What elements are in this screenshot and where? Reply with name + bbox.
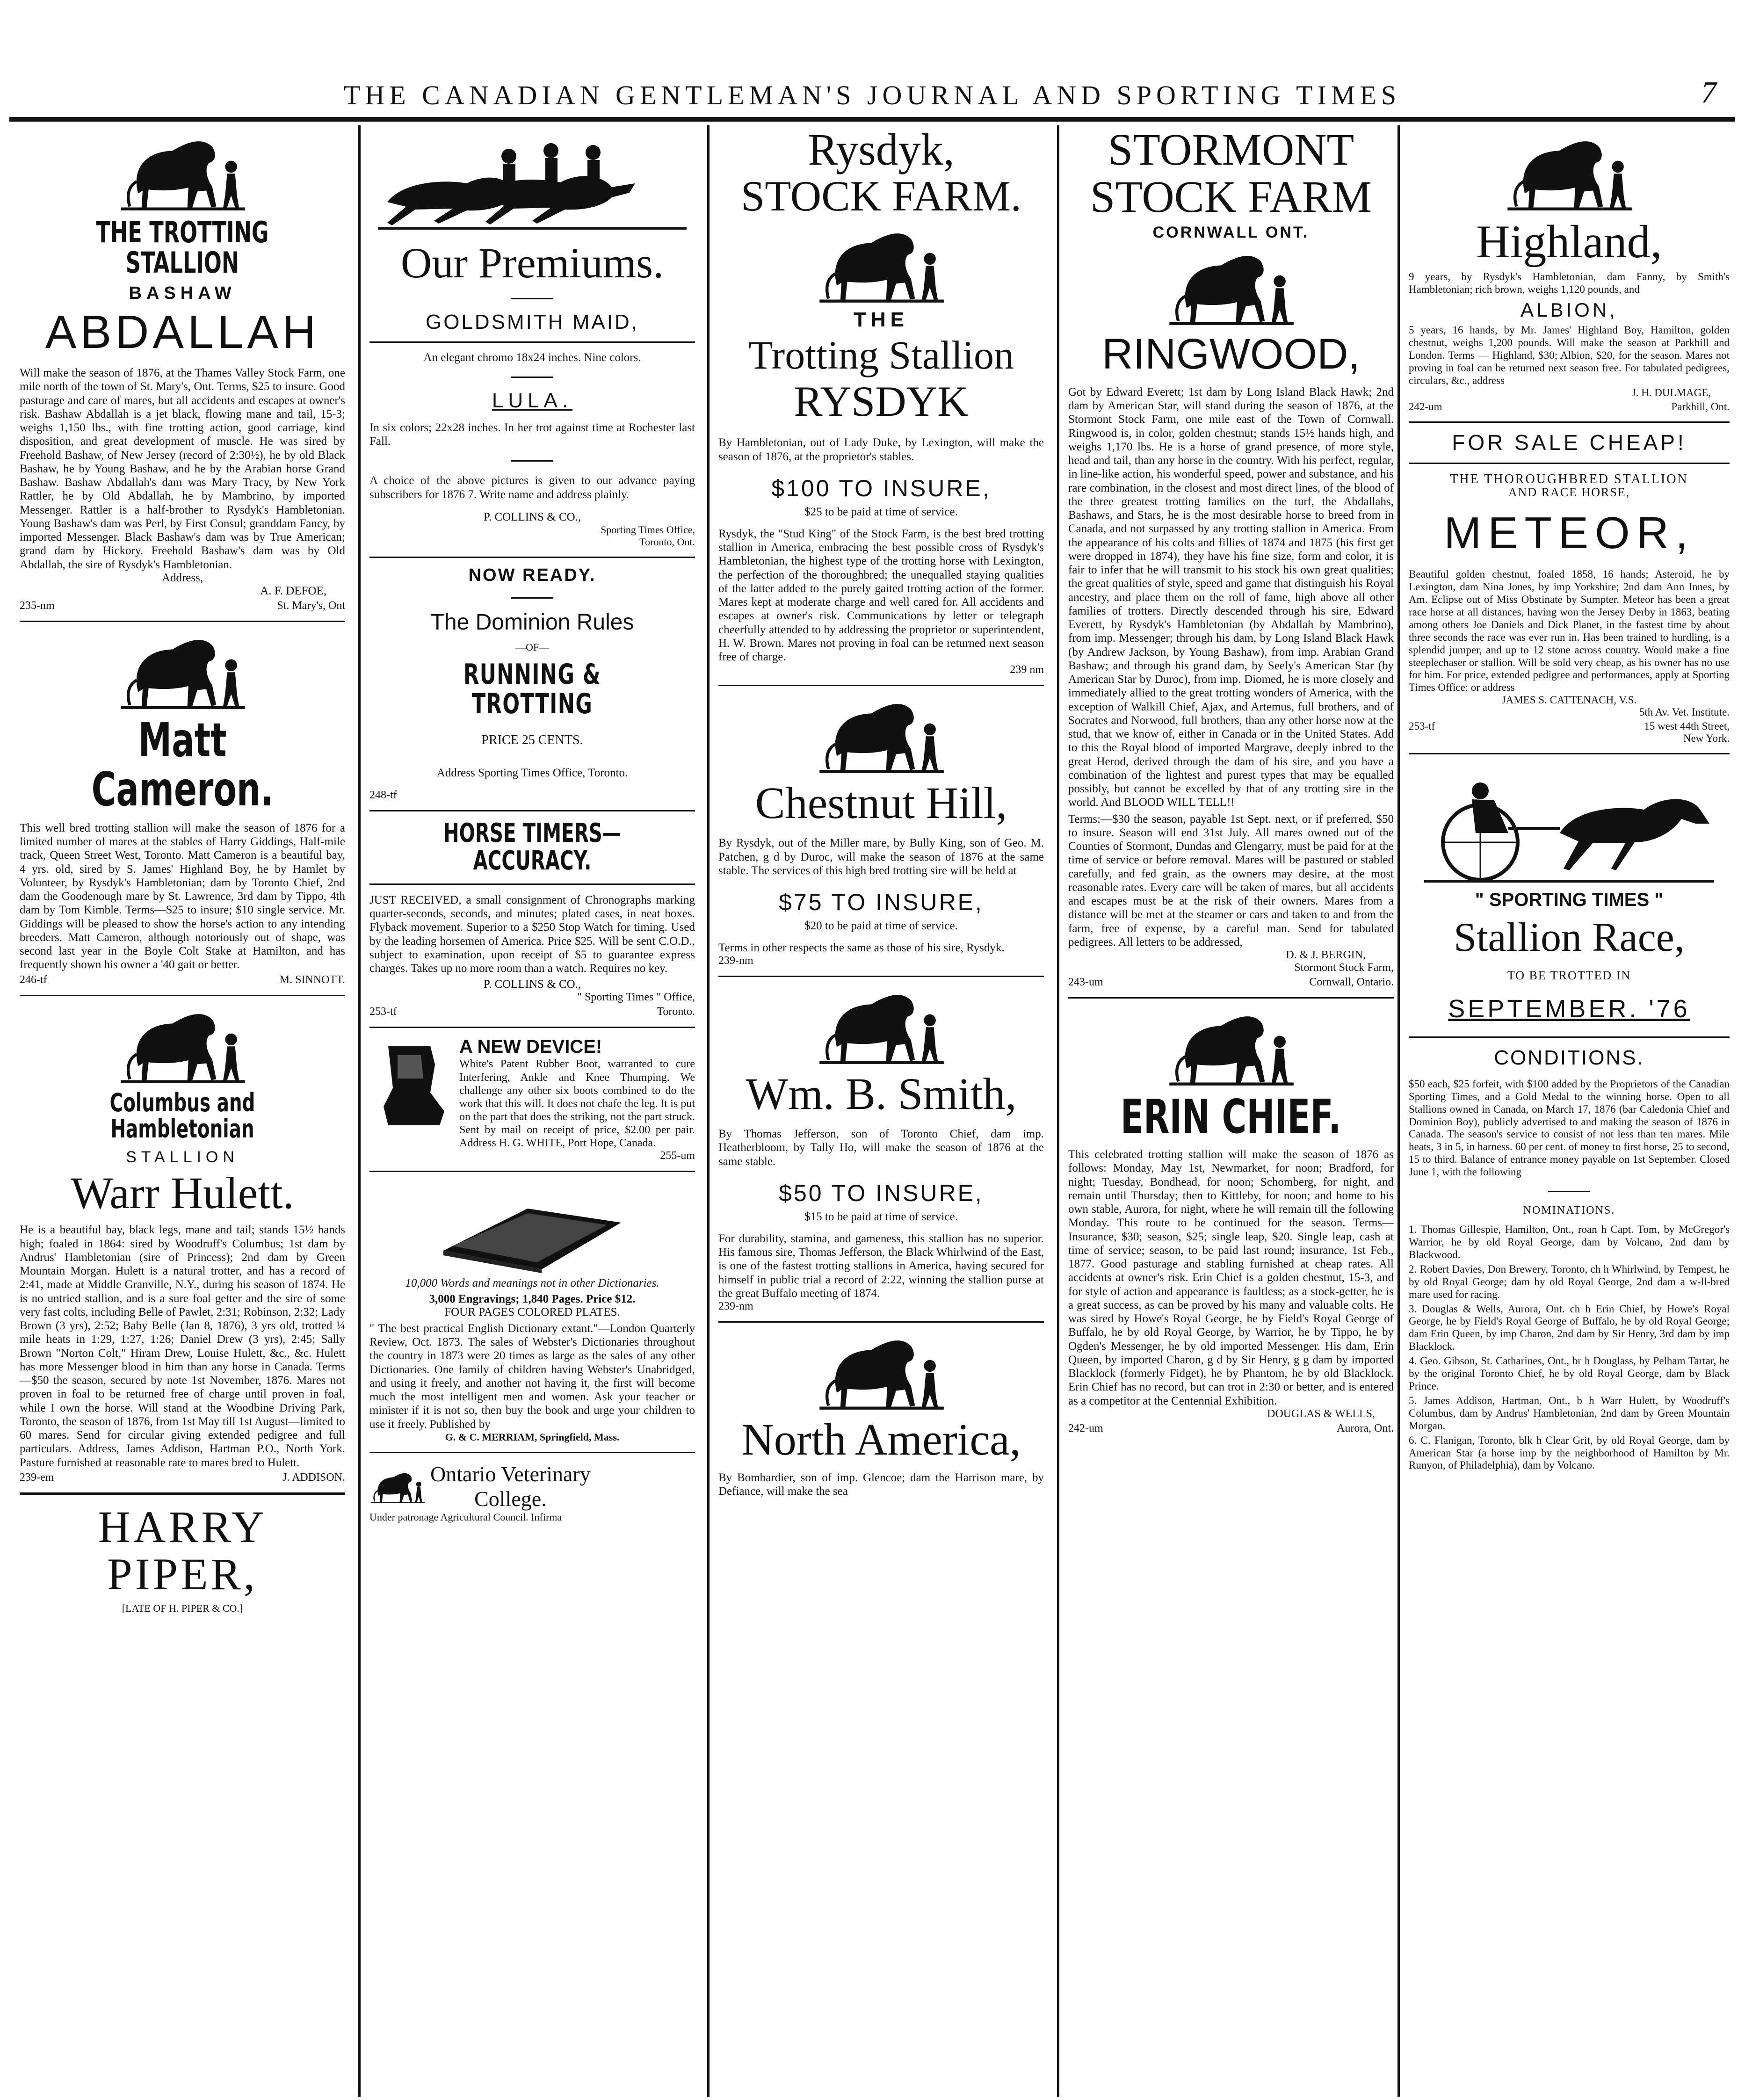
albion-body: 5 years, 16 hands, by Mr. James' Highland Boy, Hamilton, golden chestnut, weighs 1,200 pounds. Will make the season at Parkhill and London. Terms — Highland, $30; Albion, $20, for the season. Mares not proving in foal can be returned next season free. For tabulated pedigrees, circulars, &c., address	[1409, 324, 1730, 386]
smith-insure-sub: $15 to be paid at time of service.	[804, 1210, 958, 1223]
warr-body: He is a beautiful bay, black legs, mane and tail; stands 15½ hands high; foaled in 1864: sired by Woodruff's Columbus; 1st dam by Andrus' Hambletonian (sire of Princess); 2nd dam by Green Mountain Morgan. Hulett is a natural trotter, and has a record of 2:41, made at Middle Granville, N.Y., during his season of 1874. He is no untried stallion, and is a sure foal getter and the sire of some very fast colts, including Belle of Pawlet, 2:31; Robinson, 2:32; Lady Brown (3 yrs), 2:52; Baby Belle (Jan 8, 1876), 3 yrs old, trotted ¼ mile heats in 1:29, 1:27, 1:26; Daniel Drew (3 yrs), 2:45; Sally Brown "Norton Colt," Hiram Drew, Louise Hulett, &c., &c. Hulett has more Messenger blood in him than any horse in Canada. Terms—$50 the season, secured by note 1st November, 1876. Mares not proven in foal to be returned free of charge until proven in foal, while I own the horse. Will stand at the Woodbine Driving Park, Toronto, the season of 1876, from 1st May till 1st August—limited to 60 mares. Send for circular giving extended pedigree and full particulars. Address, James Addison, Hartman P.O., North York. Pasture furnished at reasonable rate to mares bred to Hulett.	[20, 1224, 345, 1469]
column-divider	[358, 125, 361, 2097]
rule	[511, 597, 553, 599]
webster-engravings: 3,000 Engravings; 1,840 Pages. Price $12.	[429, 1292, 636, 1305]
rule	[1409, 753, 1730, 754]
horse-small-icon	[369, 1468, 426, 1505]
rule	[20, 1492, 345, 1495]
highland-name: Highland,	[1476, 216, 1662, 268]
vet-title: Ontario Veterinary	[430, 1462, 591, 1486]
ringwood-body: Got by Edward Everett; 1st dam by Long Island Black Hawk; 2nd dam by American Star, will stand during the season of 1876, at the Stormont Stock Farm, one mile east of the Town of Cornwall. Ringwood is, in color, golden chestnut; stands 15½ hands high, and weighs 1,170 lbs. He is a horse of grand presence, of more style, head and tail, than any horse in the country. With his perfect, regular, in line-like action, his wonderful speed, power and substance, and his rare combination, in the closest and most direct lines, of the blood of the three greatest trotting families on the turf, the Abdallahs, Bashaws, and Stars, he is the most desirable horse to breed from in Canada, and not surpassed by any trotting stallion in America. From the appearance of his colts and fillies of 1874 and 1875 (his first get were dropped in 1874), they have his fine size, form and color, it is fair to infer that he will transmit to his stock his own great qualities; the great qualities of style, speed and game that distinguish his Royal ancestry, and place them on the roll of fame, high above all other families of trotters. Directly descended through his sire, Edward Everett, by Rysdyk's Hambletonian (by Abdallah by Mambrino), from imp. Messenger; through his dam, by Long Island Black Hawk (by Andrew Jackson, by Young Bashaw), from imp. Arabian Grand Bashaw; and through his grand dam, by Seely's American Star (by American Star by Duroc), from imp. Diomed, he is more closely and immediately allied to the great trotting wonders of America, with the exception of Walkill Chief, Ajax, and Artemus, full brothers, and of Socrates and Norwood, full brothers, than any other horse now at the stud, that we know of, either in Canada or in the United States. Add to this the Royal blood of imported Margrave, deeply inbred to the great Herod, derived through the dam of his sire, and you have a combination of the lightest and purest types that may be equalled possibly, but cannot be excelled by that of any trotting sire in the world. And BLOOD WILL TELL!!	[1068, 385, 1394, 809]
nomination-item: 4. Geo. Gibson, St. Catharines, Ont., br h Douglass, by Pelham Tartar, he by the original Toronto Chief, he by old Royal George, dam by Black Prince.	[1409, 1355, 1730, 1392]
horse-cut-icon	[112, 630, 253, 710]
bashaw-name: ABDALLAH	[45, 306, 320, 359]
premiums-office: Sporting Times Office,	[601, 523, 695, 536]
northam-name: North America,	[741, 1414, 1021, 1465]
rule	[718, 685, 1044, 686]
harry-name: HARRY PIPER,	[98, 1501, 267, 1599]
rule	[1409, 1036, 1730, 1038]
matt-ref: 246-tf	[20, 973, 47, 986]
smith-name: Wm. B. Smith,	[746, 1069, 1017, 1119]
goldsmith-desc: An elegant chromo 18x24 inches. Nine colors.	[423, 351, 641, 364]
timers-signer: P. COLLINS & CO.,	[483, 978, 581, 991]
rule	[1409, 463, 1730, 464]
race-nominations: NOMINATIONS.	[1523, 1204, 1615, 1217]
column-3	[713, 126, 1050, 2095]
rule	[369, 1452, 695, 1453]
nomination-item: 2. Robert Davies, Don Brewery, Toronto, ch h Whirlwind, by Tempest, he by old Royal George; dam by old Royal George, 2nd dam a w-ll-bred mare used for racing.	[1409, 1263, 1730, 1300]
sulky-horse-icon	[1419, 763, 1719, 884]
bashaw-body: Will make the season of 1876, at the Thames Valley Stock Farm, one mile north of the town of St. Mary's, Ont. Terms, $25 to insure. Good pasturage and care of mares, but all accidents and escapes at owner's risk. Bashaw Abdallah is a jet black, flowing mane and tail, 15-3; weighs 1,150 lbs., with fine trotting action, good carriage, kind disposition, and great development of muscle. He was sired by Freehold Bashaw, of New Jersey (record of 2:30½), he by old Black Bashaw, he by Young Bashaw, and he by the Arabian horse Grand Bashaw. Bashaw Abdallah's dam was Mary Tracy, by New York Rattler, he by Old Abdallah, he by Mambrino, by imported Messenger. Rattler is a half-brother to Rysdyk's Hambletonian. Young Bashaw's dam was Perl, by First Consul; granddam Fancy, by imported Messenger. Black Bashaw's dam was by True American; grand dam by Hickory. Freehold Bashaw's dam was by Old Abdallah, the sire of Rysdyk's Hambletonian.	[20, 367, 345, 571]
horse-cut-icon	[1161, 1007, 1301, 1086]
rules-title1: The Dominion Rules	[430, 609, 634, 635]
warr-ref: 239-em	[20, 1471, 54, 1484]
nomination-item: 5. James Addison, Hartman, Ont., b h Warr Hulett, by Woodruff's Columbus, dam by Andrus' Hambletonian, 2nd dam by Green Mountain Morgan.	[1409, 1394, 1730, 1432]
rysdyk-the: THE	[854, 308, 909, 332]
bashaw-sub: BASHAW	[129, 283, 236, 304]
race-body: $50 each, $25 forfeit, with $100 added by the Proprietors of the Canadian Sporting Times, and a Gold Medal to the winning horse. Open to all Stallions owned in Canada, on March 17, 1876 (bar Caledonia Chief and Dominion Boy), publicly advertised to and making the season of 1876 in Canada. The season's service to consist of not less than ten mares. Mile heats, 3 in 5, in harness. 60 per cent. of money to first horse, 25 to second, 15 to third. Balance of entrance money payable on 1st September. Closed June 1, with the following	[1409, 1078, 1730, 1178]
rule	[1409, 421, 1730, 423]
smith-body2: For durability, stamina, and gameness, this stallion has no superior. His famous sire, Thomas Jefferson, the Black Whirlwind of the East, is one of the fastest trotting stallions in America, having secured for himself in public trial a record of 2:22, winning the stallion purse at the great Buffalo meeting of 1874.	[718, 1232, 1044, 1300]
warr-signer: J. ADDISON.	[282, 1471, 345, 1484]
rysdyk-ref: 239 nm	[1010, 664, 1044, 676]
rule	[20, 995, 345, 996]
device-title: A NEW DEVICE!	[459, 1036, 602, 1057]
rule	[511, 460, 553, 462]
rules-price: PRICE 25 CENTS.	[481, 733, 583, 748]
rysdyk-body1: By Hambletonian, out of Lady Duke, by Lexington, will make the season of 1876, at the proprietor's stables.	[718, 436, 1044, 463]
webster-plates: FOUR PAGES COLORED PLATES.	[444, 1305, 620, 1318]
rule	[369, 1171, 695, 1172]
chestnut-insure: $75 TO INSURE,	[779, 889, 984, 916]
masthead	[28, 75, 1716, 112]
chestnut-name: Chestnut Hill,	[755, 778, 1007, 828]
webster-publisher: G. & C. MERRIAM, Springfield, Mass.	[445, 1431, 620, 1443]
horse-cut-icon	[1499, 132, 1639, 211]
chestnut-ref: 239-nm	[718, 955, 753, 967]
page-number: 7	[1701, 75, 1716, 109]
rysdyk-title: Trotting Stallion	[748, 332, 1014, 377]
meteor-addr2: 15 west 44th Street,	[1644, 720, 1730, 732]
column-5	[1403, 126, 1735, 2095]
erin-ref: 242-um	[1068, 1422, 1103, 1434]
meteor-sub: THE THOROUGHBRED STALLION	[1450, 471, 1688, 486]
nomination-item: 1. Thomas Gillespie, Hamilton, Ont., roan h Capt. Tom, by McGregor's Warrior, he by old Royal George, dam by Volcano, 2nd dam by Blackwood.	[1409, 1224, 1730, 1260]
horse-cut-icon	[811, 224, 951, 304]
column-divider	[707, 125, 710, 2097]
column-divider	[1057, 125, 1059, 2097]
horse-cut-icon	[811, 695, 951, 774]
highland-city: Parkhill, Ont.	[1671, 401, 1730, 413]
dictionary-book-icon	[434, 1180, 630, 1274]
warr-heading: Columbus and Hambletonian	[109, 1087, 255, 1144]
timers-body: JUST RECEIVED, a small consignment of Chronographs marking quarter-seconds, seconds, and minutes; plated cases, in neat boxes. Flyback movement. Superior to a $250 Stop Watch for timing. Used by the leading horsemen of America. Price $25. Will be sent C.O.D., subject to examination, upon receipt of $5 to guarantee express charges. Takes up no more room than a watch. Requires no key.	[369, 893, 695, 975]
nomination-item: 3. Douglas & Wells, Aurora, Ont. ch h Erin Chief, by Howe's Royal George, he by Field's Royal George of Buffalo, he by old Royal George; dam Erin Queen, by imp Charon, 2nd dam by Sir Henry, 3rd dam by imp Blacklock.	[1409, 1303, 1730, 1353]
chestnut-insure-sub: $20 to be paid at time of service.	[804, 920, 958, 933]
rule	[369, 883, 695, 885]
stormont-city: Cornwall, Ontario.	[1309, 976, 1394, 989]
meteor-ref: 253-tf	[1409, 720, 1435, 732]
vet-title2: College.	[474, 1486, 547, 1511]
meteor-signer: JAMES S. CATTENACH, V.S.	[1501, 694, 1637, 706]
meteor-body: Beautiful golden chestnut, foaled 1858, 16 hands; Asteroid, he by Lexington, dam Nina Jones, by imp Yorkshire; 2nd dam Ann Innes, by Am. Eclipse out of Miss Obstinate by Sumpter. Meteor has been a great race horse at all distances, having won the Jersey Derby in 1863, beating among others Joe Daniels and Dick Planet, in the fastest time by about three seconds the race was ever run in. Has been trained to hurdling, is a splendid jumper, and up to 12 stone across country. Would make a fine steeplechaser or stallion. Will be sold very cheap, as his owner has no use for him. For price, extended pedigree and performances, apply at Sporting Times Office; or address	[1409, 568, 1730, 694]
rule	[369, 810, 695, 811]
smith-insure: $50 TO INSURE,	[779, 1180, 984, 1206]
webster-body: " The best practical English Dictionary extant."—London Quarterly Review, Oct. 1873. The sales of Webster's Dictionaries throughout the country in 1873 were 20 times as large as the sales of any other Dictionaries. One family of children having Webster's Unabridged, and using it freely, and another not having it, the first will become much the most intelligent men and women. Ask your teacher or minister if it is not so, then buy the book and urge your children to use it freely. Published by	[369, 1322, 695, 1431]
rules-of: —OF—	[515, 641, 550, 653]
premiums-signer: P. COLLINS & CO.,	[483, 510, 581, 523]
rule	[369, 1027, 695, 1028]
premiums-title: Our Premiums.	[400, 239, 664, 287]
stormont-ref: 243-um	[1068, 976, 1103, 989]
nomination-list	[1409, 1224, 1730, 1472]
premiums-offer: A choice of the above pictures is given to our advance paying subscribers for 1876 7. Write name and address plainly.	[369, 474, 695, 501]
bashaw-place: St. Mary's, Ont	[277, 599, 345, 612]
erin-name: ERIN CHIEF.	[1121, 1089, 1341, 1144]
highland-signer: J. H. DULMAGE,	[1631, 387, 1711, 399]
rule	[511, 298, 553, 299]
meteor-sub2: AND RACE HORSE,	[1508, 485, 1630, 500]
racing-horses-icon	[373, 132, 691, 235]
timers-city: Toronto.	[657, 1006, 695, 1018]
horse-cut-icon	[1161, 246, 1301, 326]
rysdyk-line2: STOCK FARM.	[741, 172, 1021, 220]
horse-cut-icon	[112, 132, 253, 211]
rule	[369, 557, 695, 558]
rules-address: Address Sporting Times Office, Toronto.	[436, 767, 628, 780]
highland-body: 9 years, by Rysdyk's Hambletonian, dam Fanny, by Smith's Hambletonian; rich brown, weighs 1,120 pounds, and	[1409, 271, 1730, 295]
rules-now-ready: NOW READY.	[468, 565, 596, 585]
rule	[718, 1321, 1044, 1323]
albion-name: ALBION,	[1521, 298, 1618, 321]
meteor-forsale: FOR SALE CHEAP!	[1452, 430, 1687, 455]
smith-ref: 239-nm	[718, 1300, 753, 1313]
goldsmith-title: GOLDSMITH MAID,	[425, 310, 639, 333]
matt-body: This well bred trotting stallion will make the season of 1876 for a limited number of mares at the stables of Harry Giddings, Half-mile track, Queen Street West, Toronto. Matt Cameron is a beautiful bay, 4 yrs. old, sired by S. James' Highland Boy, he by Hamlet by Volunteer, by Rysdyk's Hambletonian; dam by Toronto Chief, 2nd dam the Goodenough mare by St. Lawrence, 3rd dam by Tippo, 4th dam by Tom Kimble. Terms—$25 to insure; $10 single service. Mr. Giddings will be pleased to show the horse's action to any intending breeders. Matt Cameron, although notoriously out of shape, was second last year in the Boyle Colt Stake at Hamilton, and has frequently shown his owner a '40 gait or better.	[20, 821, 345, 971]
column-4	[1063, 126, 1399, 2095]
meteor-name: METEOR,	[1444, 508, 1694, 558]
nomination-item: 6. C. Flanigan, Toronto, blk h Clear Grit, by old Royal George, dam by American Star (a horse imp by the neighborhood of Hamilton by Mr. Runyon, of Philadelphia), dam by Volcano.	[1409, 1434, 1730, 1471]
stormont-line1: STORMONT	[1108, 126, 1354, 174]
rule	[718, 976, 1044, 977]
rule	[511, 377, 553, 378]
highland-ref: 242-um	[1409, 401, 1442, 413]
horse-cut-icon	[811, 1331, 951, 1411]
matt-signer: M. SINNOTT.	[279, 973, 345, 986]
rysdyk-body2: Rysdyk, the "Stud King" of the Stock Farm, is the best bred trotting stallion in America, embracing the best possible cross of Rysdyk's Hambletonian, the highest type of the trotting horse with Lexington, the perfection of the thoroughbred; the unequalled staying qualities of the latter added to the purely gaited trotting action of the former. Mares kept at moderate charge and well cared for. All accidents and escapes at owner's risk. Communications by letter or telegraph cheerfully attended to by addressing the proprietor or superintendent, H. W. Brown. Mares not proving in foal can be returned next season free of charge.	[718, 527, 1044, 664]
rubber-boot-icon	[369, 1036, 454, 1130]
stormont-farm: Stormont Stock Farm,	[1294, 962, 1394, 974]
race-conditions: CONDITIONS.	[1494, 1046, 1644, 1069]
timers-office: " Sporting Times " Office,	[577, 991, 695, 1004]
stormont-signer: D. & J. BERGIN,	[1286, 949, 1366, 962]
meteor-city: New York.	[1683, 732, 1730, 745]
meteor-addr1: 5th Av. Vet. Institute.	[1639, 706, 1730, 718]
rysdyk-insure: $100 TO INSURE,	[771, 475, 991, 501]
timers-title: HORSE TIMERS—ACCURACY.	[443, 818, 622, 876]
premiums-city: Toronto, Ont.	[639, 536, 695, 548]
rysdyk-insure-sub: $25 to be paid at time of service.	[804, 505, 958, 518]
rule	[20, 621, 345, 622]
device-body: White's Patent Rubber Boot, warranted to cure Interfering, Ankle and Knee Thumping. We challenge any other six boots combined to do the work that this will. It does not chafe the leg. It is put on the part that does the striking, not the part struck. Sent by mail on receipt of price, $2.00 per pair. Address H. G. WHITE, Port Hope, Canada.	[459, 1058, 695, 1149]
bashaw-signer: A. F. DEFOE,	[260, 584, 326, 597]
warr-sub: STALLION	[126, 1148, 239, 1166]
erin-signer: DOUGLAS & WELLS,	[1267, 1407, 1375, 1420]
rysdyk-line1: Rysdyk,	[808, 126, 955, 174]
bashaw-address-label: Address,	[161, 571, 203, 584]
race-sub: TO BE TROTTED IN	[1507, 968, 1631, 982]
column-2	[364, 126, 701, 2095]
horse-cut-icon	[811, 985, 951, 1065]
column-1	[14, 126, 351, 2095]
vet-sub: Under patronage Agricultural Council. Infirma	[369, 1511, 562, 1523]
rules-title2: RUNNING & TROTTING	[463, 658, 601, 721]
newspaper-title: THE CANADIAN GENTLEMAN'S JOURNAL AND SPORTING TIMES	[343, 80, 1401, 110]
chestnut-terms: Terms in other respects the same as those of his sire, Rysdyk.	[718, 941, 1005, 955]
rule	[1548, 1191, 1590, 1192]
northam-body: By Bombardier, son of imp. Glencoe; dam the Harrison mare, by Defiance, will make the sea	[718, 1471, 1044, 1498]
matt-name: Matt Cameron.	[91, 712, 274, 817]
stormont-place: CORNWALL ONT.	[1152, 223, 1310, 241]
warr-name: Warr Hulett.	[71, 1167, 294, 1218]
erin-city: Aurora, Ont.	[1337, 1422, 1394, 1434]
top-rule	[9, 117, 1735, 122]
bashaw-heading: THE TROTTING STALLION	[96, 215, 269, 280]
smith-body: By Thomas Jefferson, son of Toronto Chief, dam imp. Heatherbloom, by Tally Ho, will make the season of 1876 at the same stable.	[718, 1128, 1044, 1168]
lula-desc: In six colors; 22x28 inches. In her trot against time at Rochester last Fall.	[369, 421, 695, 448]
rysdyk-name: RYSDYK	[794, 377, 969, 425]
erin-body: This celebrated trotting stallion will make the season of 1876 as follows: Monday, May 1st, Newmarket, for noon; Bradford, for night; Tuesday, Bondhead, for noon; Schomberg, for night, and remain until Thursday; then to Kittleby, for noon; and home to his own stable, Aurora, for night, where he will remain till the following Monday. This route to be continued for the season. Terms—Insurance, $30; season, $25; single leap, $20. Single leap, cash at time of service; season, to be paid last round; insurance, 1st Feb., 1877. Good pasturage and stabling furnished at cheap rates. All accidents at owner's risk. Erin Chief is a golden chestnut, 15-3, and for style of action and appearance is faultless; as a stock-getter, he is a great success, as can be proved by his many and valuable colts. He was sired by Howe's Royal George, he by Field's Royal George of Buffalo, he by old Royal George, by Warrior, he by Tippo, he by Ogden's Messenger, he by old imported Messenger. His dam, Erin Queen, by imported Charon, g d by Sir Henry, g g dam by imported Blacklock (formerly Fidget), he by Phantom, he by old Blacklock. Erin Chief has no record, but can trot in 2:30 or better, and is entered as a competitor at the Centennial Exhibition.	[1068, 1148, 1394, 1407]
race-month: SEPTEMBER. '76	[1448, 994, 1690, 1023]
ringwood-name: RINGWOOD,	[1102, 330, 1360, 378]
device-ref: 255-um	[660, 1149, 695, 1162]
ringwood-terms: Terms:—$30 the season, payable 1st Sept. next, or if preferred, $50 to insure. Season will end 31st July. All mares owned out of the Counties of Stormont, Dundas and Glengarry, must be paid for at the time of service or before removal. Mares will be pastured or stabled carefully, and fed grain, as the owners may desire, at the most reasonable rates. Every care will be taken of mares, but all accidents and escapes must be at the risk of their owners. Mares from a distance will be met at the steamer or cars and taken to and from the farm, free of expense, by a careful man. Send for tabulated pedigrees. All letters to be addressed,	[1068, 812, 1394, 949]
race-quote: " SPORTING TIMES "	[1475, 890, 1664, 911]
horse-cut-icon	[112, 1005, 253, 1084]
lula-title: LULA.	[492, 389, 573, 412]
chestnut-body: By Rysdyk, out of the Miller mare, by Bully King, son of Geo. M. Patchen, g d by Duroc, will make the season of 1876 at the same stable. The services of this high bred trotting sire will be held at	[718, 837, 1044, 877]
bashaw-ref: 235-nm	[20, 599, 55, 612]
webster-lead: 10,000 Words and meanings not in other Dictionaries.	[405, 1276, 659, 1289]
race-title: Stallion Race,	[1454, 915, 1685, 961]
rules-ref: 248-tf	[369, 789, 397, 802]
timers-ref: 253-tf	[369, 1006, 397, 1018]
harry-sub: [LATE OF H. PIPER & CO.]	[122, 1602, 243, 1614]
rule	[1068, 997, 1394, 999]
rule	[369, 341, 695, 343]
stormont-line2: STOCK FARM	[1090, 171, 1372, 222]
